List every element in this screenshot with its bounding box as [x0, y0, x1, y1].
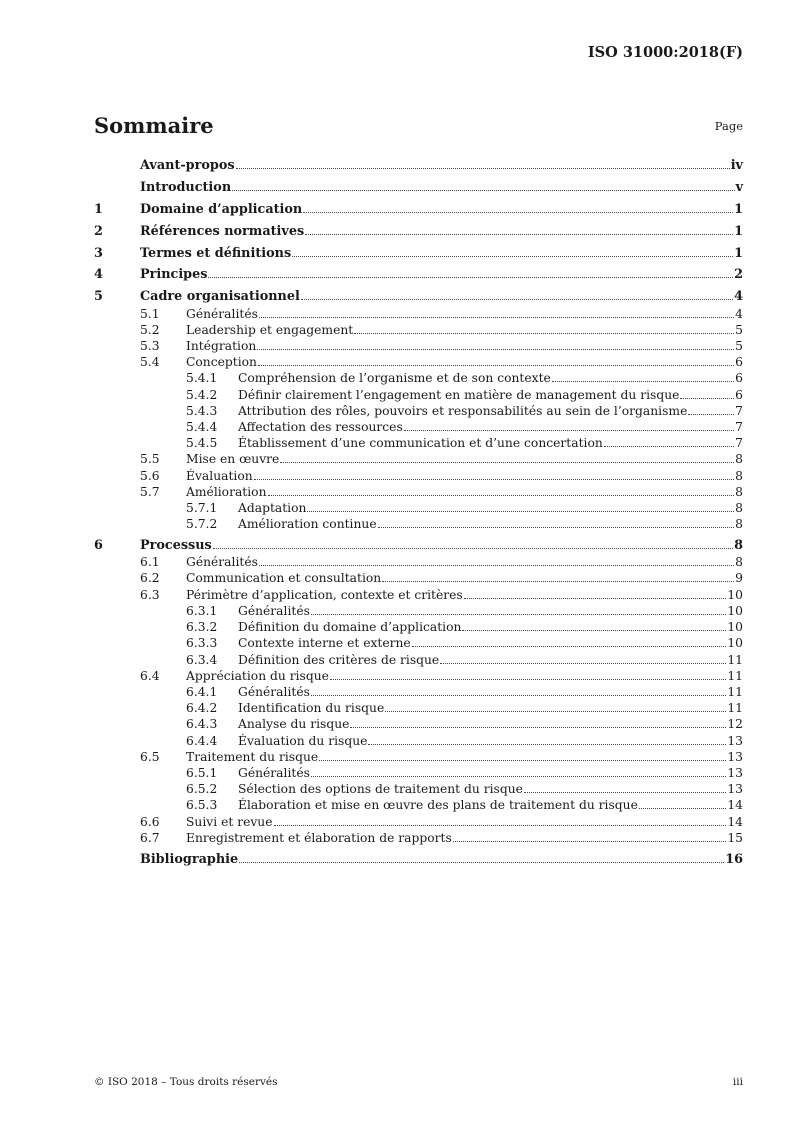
toc-entry-title: Généralités	[238, 684, 310, 699]
toc-entry-number: 3	[94, 245, 103, 261]
toc-entry-number: 6.4.2	[186, 701, 218, 716]
toc-entry-title: Contexte interne et externe	[238, 636, 411, 651]
toc-entry-number: 5.7.2	[186, 517, 218, 532]
toc-entry-number: 6.4.3	[186, 717, 218, 732]
document-header: ISO 31000:2018(F)	[587, 44, 743, 61]
toc-dot-leader	[368, 744, 726, 745]
toc-entry[interactable]	[94, 158, 743, 174]
toc-entry-title: Conception	[186, 355, 257, 370]
toc-dot-leader	[382, 581, 734, 582]
toc-entry-number: 5.4.2	[186, 387, 218, 402]
toc-dot-leader	[453, 841, 727, 842]
toc-dot-leader	[680, 398, 734, 399]
toc-entry-title: Évaluation	[186, 468, 253, 483]
toc-entry-title: Définir clairement l’engagement en matière de management du risque	[238, 387, 680, 402]
toc-entry-number: 5.3	[140, 338, 160, 353]
toc-entry-number: 5.7	[140, 484, 160, 499]
toc-entry[interactable]	[94, 733, 743, 749]
toc-entry[interactable]	[94, 419, 743, 435]
toc-dot-leader	[292, 256, 733, 257]
toc-entry-title: Amélioration continue	[238, 517, 377, 532]
toc-dot-leader	[330, 679, 726, 680]
toc-dot-leader	[552, 381, 734, 382]
toc-dot-leader	[239, 862, 724, 863]
toc-dot-leader	[305, 234, 733, 235]
toc-dot-leader	[464, 598, 727, 599]
toc-entry-page: 14	[727, 814, 743, 829]
toc-entry-page: 11	[727, 652, 743, 667]
toc-entry-page: 13	[727, 733, 743, 748]
toc-entry-number: 5.4.4	[186, 419, 218, 434]
toc-entry-title: Traitement du risque	[186, 749, 319, 764]
toc-entry-page: 12	[727, 717, 743, 732]
toc-entry-number: 6.5.1	[186, 765, 218, 780]
toc-entry-title: Intégration	[186, 338, 257, 353]
footer-page-number: iii	[732, 1076, 743, 1088]
toc-entry[interactable]	[94, 619, 743, 635]
toc-entry-number: 5.2	[140, 322, 160, 337]
toc-dot-leader	[307, 511, 734, 512]
toc-entry-title: Généralités	[238, 603, 310, 618]
toc-entry-number: 5.7.1	[186, 500, 218, 515]
toc-entry[interactable]	[94, 387, 743, 403]
toc-dot-leader	[524, 792, 726, 793]
toc-entry-title: Bibliographie	[140, 851, 239, 867]
toc-entry[interactable]	[94, 322, 743, 338]
toc-dot-leader	[378, 527, 735, 528]
toc-entry-page: 7	[735, 403, 743, 418]
toc-entry[interactable]	[94, 797, 743, 813]
toc-entry-page: 8	[735, 468, 743, 483]
toc-dot-leader	[412, 646, 727, 647]
toc-entry[interactable]	[94, 603, 743, 619]
toc-entry-title: Termes et définitions	[140, 245, 292, 261]
toc-entry-page: iv	[730, 158, 743, 173]
toc-dot-leader	[208, 277, 733, 278]
toc-entry[interactable]	[94, 830, 743, 846]
toc-entry[interactable]	[94, 306, 743, 322]
toc-entry-page: 7	[735, 436, 743, 451]
toc-entry[interactable]	[94, 684, 743, 700]
toc-entry-page: 5	[735, 338, 743, 353]
toc-entry-number: 6.4.4	[186, 733, 218, 748]
toc-entry-title: Généralités	[186, 555, 258, 570]
toc-entry-page: 11	[727, 684, 743, 699]
toc-dot-leader	[259, 317, 734, 318]
toc-entry-title: Processus	[140, 538, 212, 554]
toc-dot-leader	[688, 414, 734, 415]
toc-entry[interactable]	[94, 554, 743, 570]
toc-entry-title: Leadership et engagement	[186, 322, 354, 337]
toc-dot-leader	[639, 808, 726, 809]
page-title: Sommaire	[94, 113, 214, 138]
toc-entry-number: 6.3.4	[186, 652, 218, 667]
toc-entry-page: 4	[735, 306, 743, 321]
toc-entry-title: Élaboration et mise en œuvre des plans de traitement du risque	[238, 798, 638, 813]
toc-dot-leader	[259, 565, 734, 566]
toc-entry-page: 2	[734, 267, 743, 283]
toc-entry-title: Adaptation	[238, 500, 307, 515]
toc-entry-number: 6.4	[140, 668, 160, 683]
toc-entry[interactable]	[94, 435, 743, 451]
toc-entry[interactable]	[94, 484, 743, 500]
toc-dot-leader	[274, 825, 727, 826]
toc-dot-leader	[385, 711, 726, 712]
toc-entry-number: 6.6	[140, 814, 160, 829]
toc-entry-page: 11	[727, 701, 743, 716]
toc-entry-page: 7	[735, 419, 743, 434]
toc-entry-page: 9	[735, 571, 743, 586]
toc-entry-title: Amélioration	[186, 484, 267, 499]
toc-entry-page: 16	[725, 851, 743, 867]
toc-entry-number: 6.3	[140, 587, 160, 602]
toc-entry-title: Évaluation du risque	[238, 733, 368, 748]
toc-entry-title: Compréhension de l’organisme et de son contexte	[238, 371, 551, 386]
toc-dot-leader	[354, 333, 734, 334]
toc-dot-leader	[254, 479, 735, 480]
toc-entry-page: 10	[727, 587, 743, 602]
toc-entry-title: Introduction	[140, 179, 232, 195]
toc-entry[interactable]	[94, 370, 743, 386]
toc-entry[interactable]	[94, 500, 743, 516]
toc-entry-title: Communication et consultation	[186, 571, 382, 586]
toc-dot-leader	[268, 495, 735, 496]
toc-entry[interactable]	[94, 538, 743, 554]
toc-entry-number: 6.1	[140, 555, 160, 570]
toc-entry[interactable]	[94, 781, 743, 797]
toc-entry[interactable]	[94, 852, 743, 868]
toc-entry-page: 6	[735, 371, 743, 386]
toc-entry-page: 14	[727, 798, 743, 813]
toc-dot-leader	[232, 190, 734, 191]
toc-entry[interactable]	[94, 202, 743, 218]
toc-entry-page: 8	[735, 484, 743, 499]
toc-dot-leader	[604, 446, 734, 447]
toc-entry-number: 6.5.3	[186, 798, 218, 813]
toc-entry-number: 6.5	[140, 749, 160, 764]
toc-entry-title: Généralités	[238, 765, 310, 780]
toc-entry[interactable]	[94, 267, 743, 283]
toc-entry[interactable]	[94, 587, 743, 603]
toc-entry-number: 6.3.3	[186, 636, 218, 651]
toc-entry[interactable]	[94, 246, 743, 262]
toc-entry[interactable]	[94, 403, 743, 419]
toc-entry-number: 5.5	[140, 452, 160, 467]
toc-entry-number: 5.6	[140, 468, 160, 483]
toc-entry[interactable]	[94, 716, 743, 732]
toc-entry-title: Appréciation du risque	[186, 668, 329, 683]
toc-dot-leader	[236, 168, 730, 169]
toc-entry-number: 6.7	[140, 830, 160, 845]
toc-entry-title: Affectation des ressources	[238, 419, 403, 434]
toc-entry-title: Périmètre d’application, contexte et critères	[186, 587, 463, 602]
toc-entry-page: 13	[727, 749, 743, 764]
toc-entry[interactable]	[94, 224, 743, 240]
toc-entry-title: Sélection des options de traitement du risque	[238, 782, 523, 797]
toc-entry-number: 5	[94, 289, 103, 305]
toc-entry-title: Définition des critères de risque	[238, 652, 440, 667]
toc-entry-page: 11	[727, 668, 743, 683]
toc-entry-number: 6.4.1	[186, 684, 218, 699]
toc-entry-page: 6	[735, 387, 743, 402]
toc-entry-number: 6.3.2	[186, 620, 218, 635]
toc-dot-leader	[440, 663, 726, 664]
toc-entry-number: 1	[94, 201, 103, 217]
toc-entry-title: Suivi et revue	[186, 814, 273, 829]
toc-entry[interactable]	[94, 635, 743, 651]
toc-entry-number: 2	[94, 223, 103, 239]
toc-entry-title: Définition du domaine d’application	[238, 620, 462, 635]
toc-entry[interactable]	[94, 289, 743, 305]
toc-entry-page: 1	[734, 223, 743, 239]
toc-entry[interactable]	[94, 516, 743, 532]
toc-entry-page: 10	[727, 603, 743, 618]
toc-entry-title: Références normatives	[140, 223, 305, 239]
toc-entry-page: 15	[727, 830, 743, 845]
toc-entry-page: 8	[735, 555, 743, 570]
toc-dot-leader	[350, 727, 726, 728]
toc-entry-title: Établissement d’une communication et d’une concertation	[238, 436, 603, 451]
toc-dot-leader	[462, 630, 726, 631]
toc-entry-title: Identification du risque	[238, 701, 385, 716]
toc-entry-page: 1	[734, 245, 743, 261]
toc-entry[interactable]	[94, 338, 743, 354]
toc-entry-title: Avant-propos	[140, 158, 235, 173]
toc-entry-page: 5	[735, 322, 743, 337]
toc-entry-title: Attribution des rôles, pouvoirs et responsabilités au sein de l’organisme	[238, 403, 688, 418]
toc-entry[interactable]	[94, 570, 743, 586]
toc-dot-leader	[404, 430, 734, 431]
table-of-contents	[94, 158, 743, 868]
toc-entry-page: v	[735, 179, 743, 195]
toc-dot-leader	[280, 462, 734, 463]
toc-entry-title: Généralités	[186, 306, 258, 321]
toc-dot-leader	[311, 695, 726, 696]
toc-entry-number: 6.3.1	[186, 603, 218, 618]
toc-entry[interactable]	[94, 668, 743, 684]
toc-entry-page: 13	[727, 782, 743, 797]
toc-entry-title: Enregistrement et élaboration de rapports	[186, 830, 452, 845]
toc-entry[interactable]	[94, 354, 743, 370]
toc-entry[interactable]	[94, 468, 743, 484]
toc-entry-number: 5.4.5	[186, 436, 218, 451]
toc-dot-leader	[301, 299, 733, 300]
toc-dot-leader	[257, 349, 734, 350]
toc-entry-page: 8	[735, 500, 743, 515]
toc-entry[interactable]	[94, 451, 743, 467]
page-column-label: Page	[714, 119, 743, 133]
toc-entry-page: 10	[727, 620, 743, 635]
toc-entry-number: 6.2	[140, 571, 160, 586]
toc-entry-title: Domaine d’application	[140, 201, 303, 217]
toc-entry-number: 5.4	[140, 355, 160, 370]
toc-entry[interactable]	[94, 749, 743, 765]
toc-entry-title: Cadre organisationnel	[140, 289, 300, 305]
toc-entry-number: 6.5.2	[186, 782, 218, 797]
toc-dot-leader	[311, 614, 726, 615]
toc-entry-page: 8	[735, 452, 743, 467]
toc-entry-page: 10	[727, 636, 743, 651]
toc-dot-leader	[303, 212, 733, 213]
toc-dot-leader	[258, 365, 734, 366]
toc-entry-page: 6	[735, 355, 743, 370]
toc-entry-number: 4	[94, 267, 103, 283]
toc-entry-number: 5.4.3	[186, 403, 218, 418]
toc-entry[interactable]	[94, 652, 743, 668]
toc-entry-title: Analyse du risque	[238, 717, 350, 732]
toc-entry[interactable]	[94, 765, 743, 781]
toc-entry-page: 4	[734, 289, 743, 305]
toc-entry-number: 5.1	[140, 306, 160, 321]
toc-entry-number: 6	[94, 538, 103, 554]
footer-copyright: © ISO 2018 – Tous droits réservés	[94, 1076, 278, 1088]
toc-entry-page: 8	[734, 538, 743, 554]
toc-entry-page: 13	[727, 765, 743, 780]
toc-entry[interactable]	[94, 180, 743, 196]
toc-entry[interactable]	[94, 814, 743, 830]
toc-entry[interactable]	[94, 700, 743, 716]
toc-dot-leader	[213, 548, 733, 549]
toc-dot-leader	[311, 776, 726, 777]
toc-entry-number: 5.4.1	[186, 371, 218, 386]
toc-entry-page: 1	[734, 201, 743, 217]
toc-entry-title: Mise en œuvre	[186, 452, 280, 467]
toc-dot-leader	[319, 760, 726, 761]
toc-entry-title: Principes	[140, 267, 208, 283]
toc-entry-page: 8	[735, 517, 743, 532]
